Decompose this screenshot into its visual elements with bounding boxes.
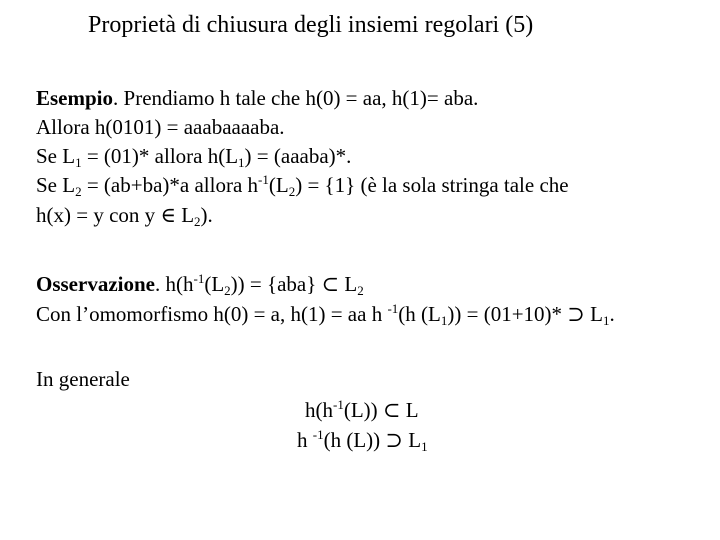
text-part: (h (L: [398, 302, 441, 326]
subscript: 2: [224, 283, 231, 298]
subscript: 2: [288, 184, 296, 199]
esempio-label: Esempio: [36, 86, 114, 110]
slide-title: Proprietà di chiusura degli insiemi regolari (5): [88, 12, 534, 38]
esempio-line-2: Allora h(0101) = aaabaaaaba.: [36, 115, 285, 139]
text-part: (h (L)) ⊃ L: [323, 428, 422, 452]
text-part: h(h: [305, 398, 333, 422]
subscript: 2: [75, 184, 82, 199]
text-part: Se L: [36, 144, 76, 168]
superscript: -1: [193, 271, 205, 286]
superscript: -1: [258, 172, 269, 187]
text-part: )) = {aba} ⊂ L: [230, 272, 358, 296]
generale-label: In generale: [36, 367, 130, 391]
esempio-line-3: [36, 144, 351, 169]
text-part: = (ab+ba)*a allora h: [81, 173, 259, 197]
text-part: ) = (aaaba)*.: [244, 144, 352, 168]
text-part: (L: [268, 173, 289, 197]
text-part: )) = (01+10)* ⊃ L: [447, 302, 603, 326]
text-part: (L)) ⊂ L: [343, 398, 419, 422]
subscript: 2: [357, 283, 364, 298]
text-part: Se L: [36, 173, 76, 197]
text-part: Con l’omomorfismo h(0) = a, h(1) = aa h: [36, 302, 388, 326]
generale-formula-1: [305, 398, 419, 423]
osservazione-line-1: [36, 272, 364, 297]
text-part: h(x) = y con y ∈ L: [36, 203, 195, 227]
subscript: 1: [238, 155, 245, 170]
esempio-text-1: . Prendiamo h tale che h(0) = aa, h(1)= aba.: [113, 86, 479, 110]
superscript: -1: [387, 301, 399, 316]
subscript: 1: [421, 439, 428, 454]
text-part: ) = {1} (è la sola stringa tale che: [295, 173, 569, 197]
superscript: -1: [333, 397, 344, 412]
esempio-line-4: [36, 173, 569, 198]
text-part: h: [297, 428, 313, 452]
superscript: -1: [312, 427, 324, 442]
subscript: 1: [75, 155, 82, 170]
generale-formula-2: [297, 428, 428, 453]
esempio-line-1: [36, 86, 478, 111]
text-part: (L: [204, 272, 225, 296]
text-part: .: [609, 302, 615, 326]
text-part: ).: [200, 203, 213, 227]
esempio-line-5: [36, 203, 213, 228]
text-part: = (01)* allora h(L: [81, 144, 239, 168]
subscript: 1: [440, 313, 448, 328]
text-part: . h(h: [154, 272, 194, 296]
osservazione-line-2: [36, 302, 615, 327]
subscript: 1: [602, 313, 610, 328]
osservazione-label: Osservazione: [36, 272, 155, 296]
subscript: 2: [194, 214, 201, 229]
